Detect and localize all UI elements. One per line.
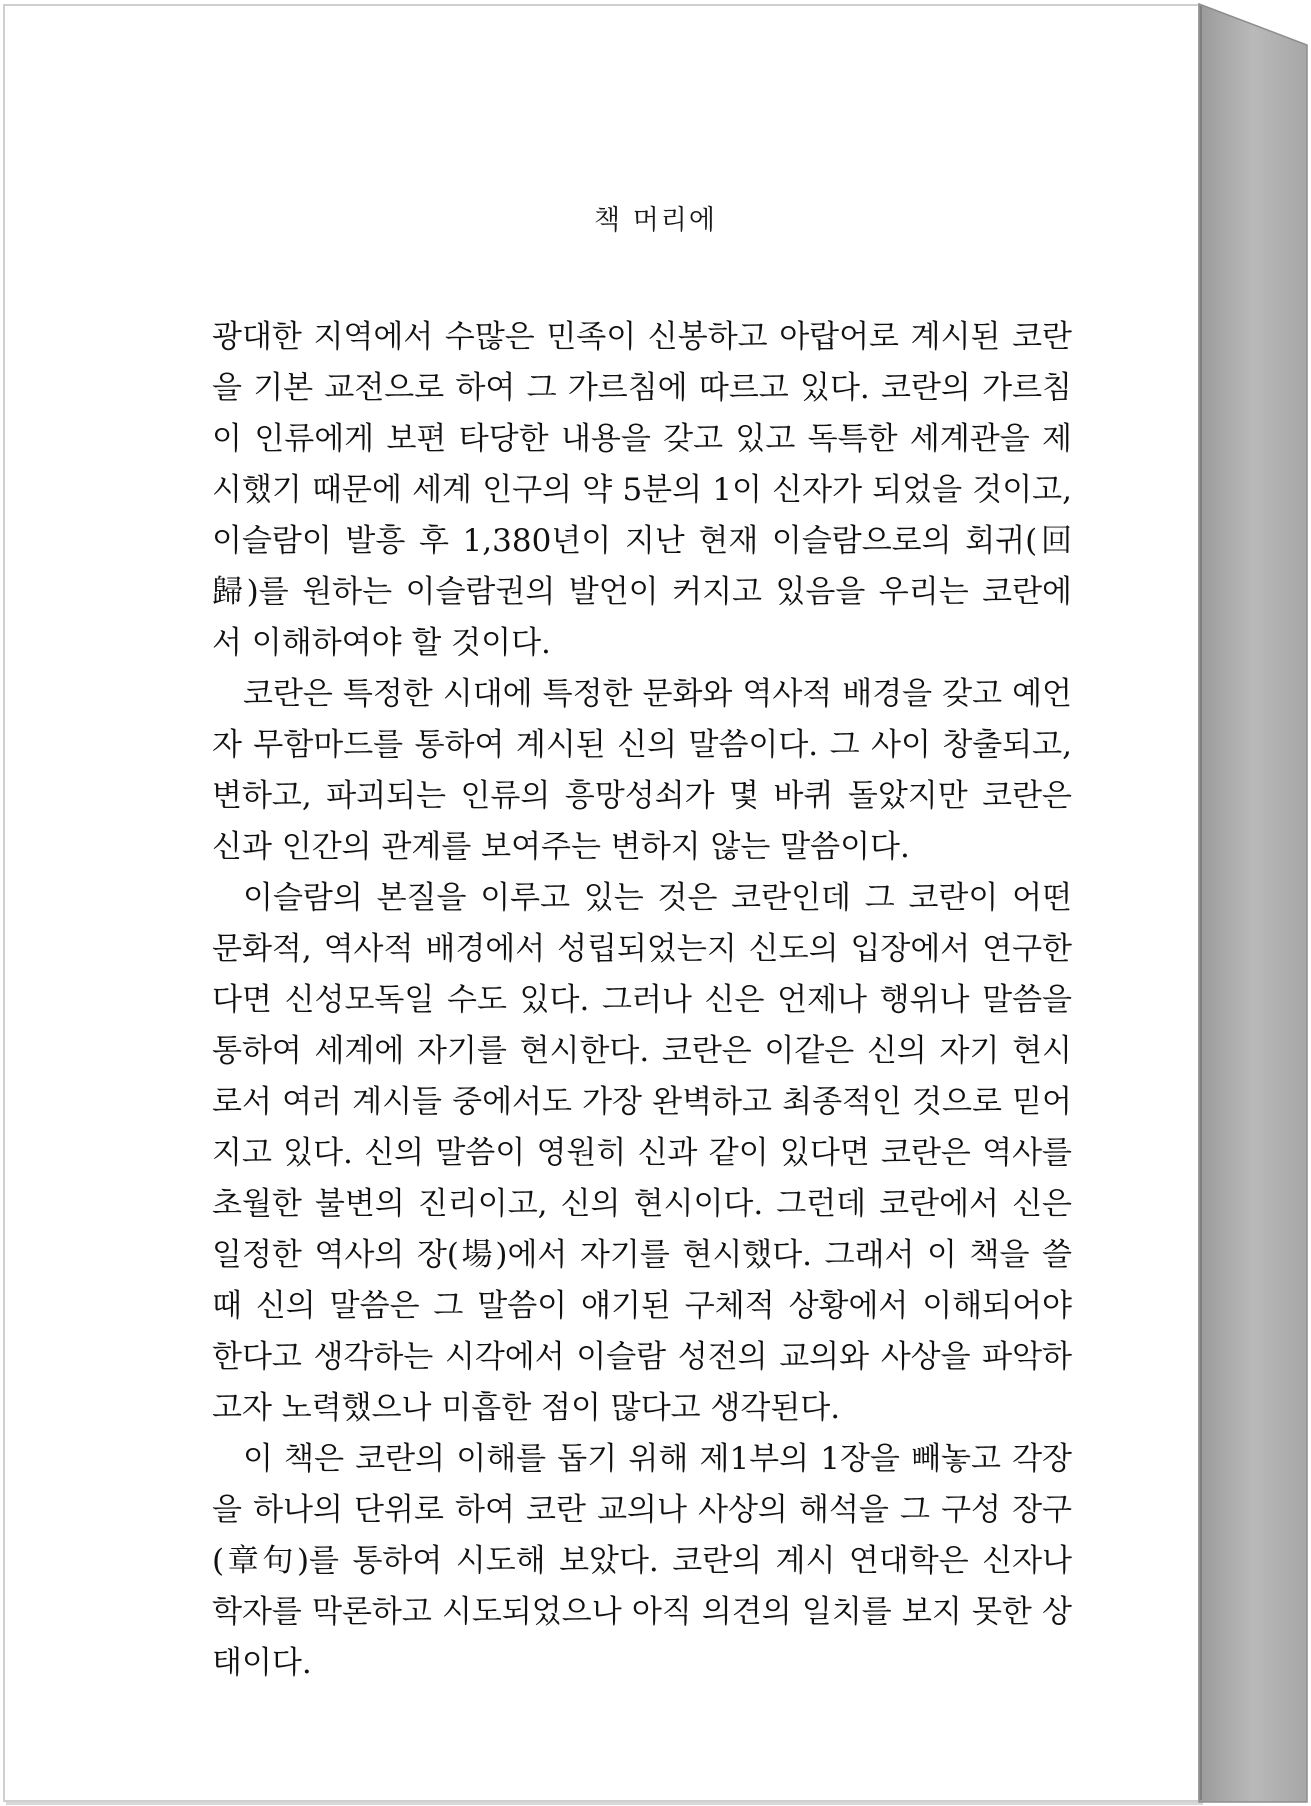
book-spine-edge <box>1199 4 1307 1802</box>
body-text <box>212 312 1072 1689</box>
paragraph-3: 이슬람의 본질을 이루고 있는 것은 코란인데 그 코란이 어떤 문화적, 역사적 배경에서 성립되었는지 신도의 입장에서 연구한다면 신성모독일 수도 있다. 그러나 신은 언제나 행위나 말씀을 통하여 세계에 자기를 현시한다. 코란은 이같은 신의 자기 현시로서 여러 계시들 중에서도 가장 완벽하고 최종적인 것으로 믿어지고 있다. 신의 말씀이 영원히 신과 같이 있다면 코란은 역사를 초월한 불변의 진리이고, 신의 현시이다. 그런데 코란에서 신은 일정한 역사의 장(場)에서 자기를 현시했다. 그래서 이 책을 쓸 때 신의 말씀은 그 말씀이 얘기된 구체적 상황에서 이해되어야 한다고 생각하는 시각에서 이슬람 성전의 교의와 사상을 파악하고자 노력했으나 미흡한 점이 많다고 생각된다. <box>212 880 1072 1426</box>
paragraph-4: 이 책은 코란의 이해를 돕기 위해 제1부의 1장을 빼놓고 각장을 하나의 단위로 하여 코란 교의나 사상의 해석을 그 구성 장구(章句)를 통하여 시도해 보았다. 코란의 계시 연대학은 신자나 학자를 막론하고 시도되었으나 아직 의견의 일치를 보지 못한 상태이다. <box>212 1441 1072 1681</box>
page-title: 책 머리에 <box>594 205 717 236</box>
paragraph-2: 코란은 특정한 시대에 특정한 문화와 역사적 배경을 갖고 예언자 무함마드를 통하여 계시된 신의 말씀이다. 그 사이 창출되고, 변하고, 파괴되는 인류의 흥망성쇠가 몇 바퀴 돌았지만 코란은 신과 인간의 관계를 보여주는 변하지 않는 말씀이다. <box>212 676 1072 865</box>
paragraph-1: 광대한 지역에서 수많은 민족이 신봉하고 아랍어로 계시된 코란을 기본 교전으로 하여 그 가르침에 따르고 있다. 코란의 가르침이 인류에게 보편 타당한 내용을 갖고 있고 독특한 세계관을 제시했기 때문에 세계 인구의 약 5분의 1이 신자가 되었을 것이고, 이슬람이 발흥 후 1,380년이 지난 현재 이슬람으로의 회귀(回歸)를 원하는 이슬람권의 발언이 커지고 있음을 우리는 코란에서 이해하여야 할 것이다. <box>212 319 1072 661</box>
